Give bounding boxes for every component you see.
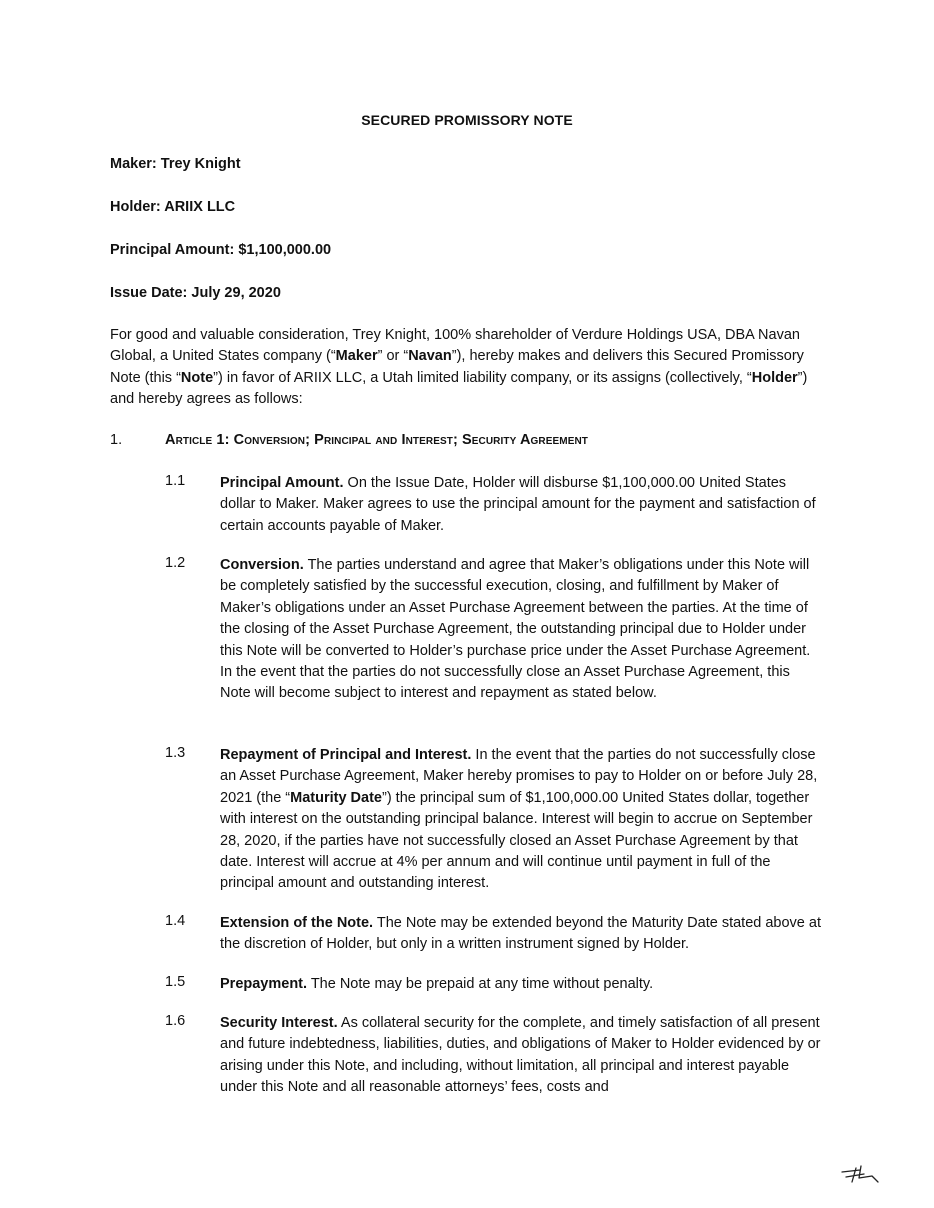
defined-term-maker: Maker	[335, 348, 378, 365]
section-security-interest	[220, 1013, 822, 1099]
section-number: 1.4	[165, 913, 186, 929]
section-number: 1.3	[165, 745, 186, 761]
section-extension	[220, 913, 822, 956]
intro-text: ”) in favor of ARIIX LLC, a Utah limited liability company, or its assigns (collectively, “	[213, 369, 752, 386]
section-prepayment	[220, 974, 822, 995]
section-heading: Extension of the Note.	[220, 915, 374, 931]
section-body: As collateral security for the complete, and timely satisfaction of all present and future indebtedness, liabilities, duties, and obligations of Maker to Holder evidenced by or arising under this Note, and including, without limitation, all principal and interest payable under this Note and all reasonable attorneys’ fees, costs and	[220, 1015, 821, 1096]
section-heading: Principal Amount.	[220, 475, 344, 491]
section-body: The Note may be prepaid at any time without penalty.	[307, 976, 654, 992]
issue-date-field: Issue Date: July 29, 2020	[110, 285, 281, 301]
article-number: 1.	[110, 432, 123, 448]
section-number: 1.6	[165, 1013, 186, 1029]
section-number: 1.1	[165, 473, 186, 489]
holder-field: Holder: ARIIX LLC	[110, 199, 236, 215]
intro-paragraph	[110, 325, 830, 411]
section-number: 1.2	[165, 555, 186, 571]
section-heading: Prepayment.	[220, 976, 308, 992]
handwritten-initials-icon	[838, 1160, 882, 1190]
intro-text: ”) and hereby agrees as follows:	[110, 369, 808, 408]
defined-term-holder: Holder	[751, 369, 798, 386]
section-heading: Conversion.	[220, 557, 304, 573]
section-body: The parties understand and agree that Maker’s obligations under this Note will be completely satisfied by the successful execution, closing, and fulfillment by Maker of Maker’s obligations under an Asset Purchase Agreement between the parties. At the time of the closing of the Asset Purchase Agreement, the outstanding principal due to Holder under this Note will be converted to Holder’s purchase price under the Asset Purchase Agreement. In the event that the parties do not successfully close an Asset Purchase Agreement, this Note will become subject to interest and repayment as stated below.	[220, 557, 811, 702]
section-heading: Repayment of Principal and Interest.	[220, 747, 472, 763]
section-body: In the event that the parties do not successfully close an Asset Purchase Agreement, Maker hereby promises to pay to Holder on or before July 28, 2021 (the “	[220, 747, 818, 806]
section-repayment	[220, 745, 822, 895]
section-body: ”) the principal sum of $1,100,000.00 United States dollar, together with interest on the outstanding principal balance. Interest will begin to accrue on September 28, 2020, if the parties have not successfully closed an Asset Purchase Agreement by that date. Interest will accrue at 4% per annum and will continue until payment in full of the principal amount and outstanding interest.	[220, 789, 813, 892]
defined-term-maturity-date: Maturity Date	[290, 789, 382, 806]
intro-text: For good and valuable consideration, Trey Knight, 100% shareholder of Verdure Holdings USA, DBA Navan Global, a United States company (“	[110, 327, 800, 365]
document-title: SECURED PROMISSORY NOTE	[361, 112, 573, 128]
defined-term-navan: Navan	[408, 348, 452, 365]
section-body: On the Issue Date, Holder will disburse $1,100,000.00 United States dollar to Maker. Maker agrees to use the principal amount for the payment and satisfaction of certain accounts payable of Maker.	[220, 475, 816, 534]
maker-field: Maker: Trey Knight	[110, 156, 241, 172]
intro-text: ” or “	[377, 348, 409, 365]
principal-amount-field: Principal Amount: $1,100,000.00	[110, 242, 332, 258]
section-number: 1.5	[165, 974, 186, 990]
section-conversion	[220, 555, 822, 705]
intro-text: ”), hereby makes and delivers this Secured Promissory Note (this “	[110, 348, 804, 386]
section-heading: Security Interest.	[220, 1015, 338, 1031]
defined-term-note: Note	[180, 369, 214, 386]
article-title: Article 1: Conversion; Principal and Interest; Security Agreement	[165, 432, 588, 448]
section-principal-amount	[220, 473, 822, 537]
section-body: The Note may be extended beyond the Maturity Date stated above at the discretion of Holder, but only in a written instrument signed by Holder.	[220, 915, 821, 953]
